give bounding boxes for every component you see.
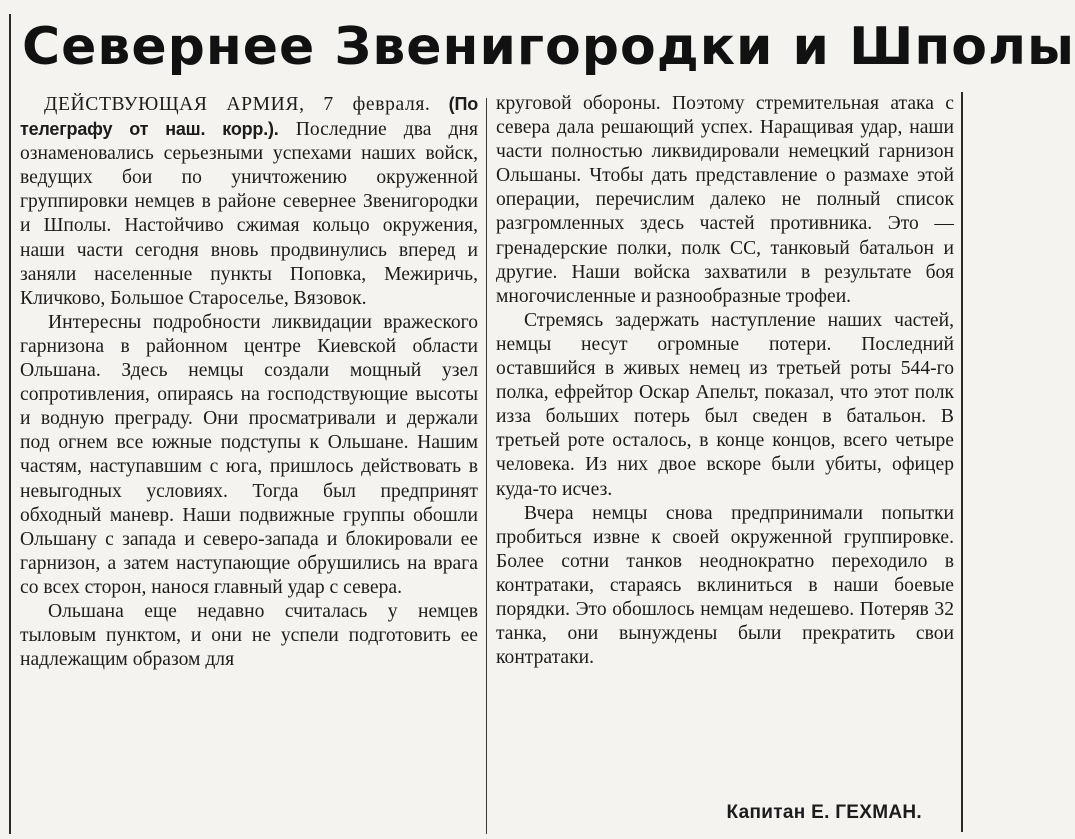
right-border-rule [961,92,963,832]
paragraph-lead [20,92,478,311]
paragraph-rear-point: Ольшана еще недавно считалась у немцев тыловым пунктом, и они не успели подготовить ее надлежащим образом для [20,600,478,671]
left-border-rule [9,14,11,834]
source-note: (По телеграфу от наш. корр.). [20,94,478,140]
lead-text: Последние два дня ознаменовались серьезными успехами наших войск, ведущих бои по уничтожению окруженной группировки немцев в районе севернее Звенигородки и Шполы. Настойчиво сжимая кольцо окружения, наши части сегодня вновь продвинулись вперед и заняли населенные пункты Поповка, Межиричь, Кличково, Большое Староселье, Вязовок. [20,119,478,309]
right-column [496,92,954,670]
dateline: ДЕЙСТВУЮЩАЯ АРМИЯ, 7 февраля. [44,94,431,115]
author-signature: Капитан Е. ГЕХМАН. [726,802,922,823]
paragraph-olshana: Интересны подробности ликвидации вражеского гарнизона в районном центре Киевской области Ольшана. Здесь немцы создали мощный узел сопротивления, опираясь на господствующие высоты и водную преграду. Они просматривали и держали под огнем все южные подступы к Ольшане. Нашим частям, наступавшим с юга, пришлось действовать в невыгодных условиях. Тогда был предпринят обходный маневр. Наши подвижные группы обошли Ольшану с запада и северо-запада и блокировали ее гарнизон, а затем наступающие обрушились на врага со всех сторон, нанося главный удар с севера. [20,311,478,598]
paragraph-continued: круговой обороны. Поэтому стремительная атака с севера дала решающий успех. Наращивая удар, наши части полностью ликвидировали немецкий гарнизон Ольшаны. Чтобы дать представление о размахе этой операции, перечислим далеко не полный список разгромленных здесь частей противника. Это — гренадерские полки, полк СС, танковый батальон и другие. Наши войска захватили в результате боя многочисленные и разнообразные трофеи. [496,93,954,307]
left-column [20,92,478,672]
paragraph-losses: Стремясь задержать наступление наших частей, немцы несут огромные потери. Последний оставшийся в живых немец из третьей роты 544-го полка, ефрейтор Оскар Апельт, показал, что этот полк изза больших потерь был сведен в батальон. В третьей роте осталось, в конце концов, всего четыре человека. Из них двое вскоре были убиты, офицер куда-то исчез. [496,309,954,500]
column-divider [486,98,487,834]
article-headline: Севернее Звенигородки и Шполы [22,17,1075,77]
paragraph-counterattacks: Вчера немцы снова предпринимали попытки пробиться извне к своей окруженной группировке. Более сотни танков неоднократно переходило в контратаки, стараясь вклиниться в наши боевые порядки. Это обошлось немцам недешево. Потеряв 32 танка, они вынуждены были прекратить свои контратаки. [496,502,954,669]
